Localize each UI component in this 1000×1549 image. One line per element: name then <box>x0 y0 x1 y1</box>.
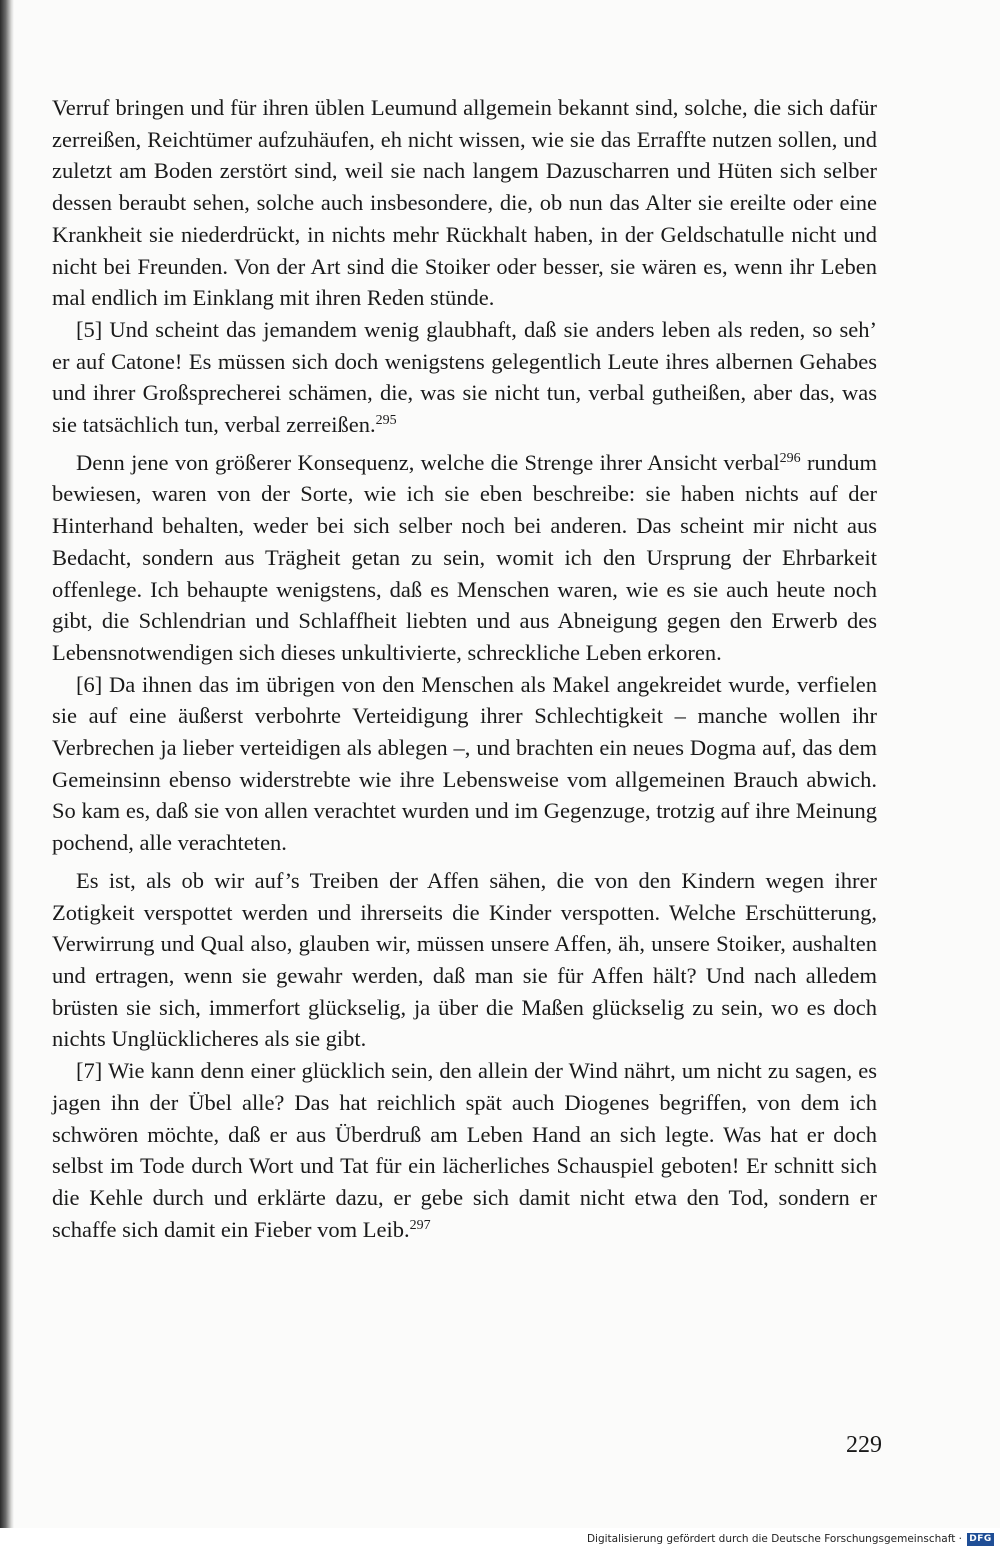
body-text <box>52 92 877 1245</box>
footer-credit: Digitalisierung gefördert durch die Deutsche Forschungsgemeinschaft · <box>586 1533 962 1545</box>
paragraph-1 <box>52 92 877 314</box>
dfg-logo-icon: DFG <box>967 1533 994 1546</box>
paragraph-2 <box>52 314 877 441</box>
paragraph-6 <box>52 1055 877 1245</box>
paragraph-6-text: [7] Wie kann denn einer glücklich sein, den allein der Wind nährt, um nicht zu sagen, es jagen ihn der Übel alle? Das hat reichlich spät auch Diogenes begriffen, von dem ich schwören möchte, daß er aus Überdruß am Leben Hand an sich legte. Was hat er doch selbst im Tode durch Wort und Tat für ein lächerliches Schauspiel geboten! Er schnitt sich die Kehle durch und erklärte dazu, er gebe sich damit nicht etwa den Tod, sondern er schaffe sich damit ein Fieber vom Leib. <box>52 1058 877 1242</box>
page-number: 229 <box>846 1432 882 1458</box>
paragraph-4 <box>52 669 877 859</box>
footnote-ref-295: 295 <box>375 413 397 429</box>
paragraph-3-text-a: Denn jene von größerer Konsequenz, welche die Strenge ihrer Ansicht verbal <box>76 449 780 475</box>
footnote-ref-297: 297 <box>409 1217 431 1233</box>
paragraph-3 <box>52 447 877 669</box>
paragraph-4-text: [6] Da ihnen das im übrigen von den Menschen als Makel angekreidet wurde, verfielen sie auf eine äußerst verbohrte Verteidigung ihrer Schlechtigkeit – manche wollen ihr Verbrechen ja lieber verteidigen als ablegen –, und brachten ein neues Dogma auf, das dem Gemeinsinn ebenso widerstrebte wie ihre Lebensweise vom allgemeinen Brauch abwich. So kam es, daß sie von allen verachtet wurden und im Gegenzuge, trotzig auf ihre Meinung pochend, alle verachteten. <box>52 671 877 856</box>
paragraph-2-text: [5] Und scheint das jemandem wenig glaubhaft, daß sie anders leben als reden, so seh’ er auf Catone! Es müssen sich doch wenigstens gelegentlich Leute ihres albernen Gehabes und ihrer Großsprecherei schämen, die, was sie nicht tun, verbal gutheißen, aber das, was sie tatsächlich tun, verbal zerreißen. <box>52 316 877 438</box>
paragraph-5 <box>52 865 877 1055</box>
paragraph-3-text-b: rundum bewiesen, waren von der Sorte, wie ich sie eben beschreibe: sie haben nichts auf der Hinterhand behalten, weder bei sich selber noch bei anderen. Das scheint mir nicht aus Bedacht, sondern aus Trägheit getan zu sein, womit ich den Ursprung der Ehrbarkeit offenlege. Ich behaupte wenigstens, daß es Menschen waren, wie es sie auch heute noch gibt, die Schlendrian und Schlaffheit liebten und aus Abneigung gegen den Erwerb des Lebensnotwendigen sich dieses unkultivierte, schreckliche Leben erkoren. <box>52 449 878 665</box>
paragraph-1-text: Verruf bringen und für ihren üblen Leumund allgemein bekannt sind, solche, die sich dafür zerreißen, Reichtümer aufzuhäufen, eh nicht wissen, wie sie das Erraffte nutzen sollen, und zuletzt am Boden zerstört sind, weil sie nach langem Dazuscharren und Hüten sich selber dessen beraubt sehen, solche auch insbesondere, die, ob nun das Alter sie ereilte oder eine Krankheit sie niederdrückt, in nichts mehr Rückhalt haben, in der Geldschatulle nicht und nicht bei Freunden. Von der Art sind die Stoiker oder besser, sie wären es, wenn ihr Leben mal endlich im Einklang mit ihren Reden stünde. <box>52 95 877 311</box>
book-spine-shadow <box>0 0 14 1549</box>
footnote-ref-296: 296 <box>779 450 801 466</box>
paragraph-5-text: Es ist, als ob wir auf’s Treiben der Affen sähen, die von den Kindern wegen ihrer Zotigkeit verspottet werden und ihrerseits die Kinder verspotten. Welche Erschütterung, Verwirrung und Qual also, glauben wir, müssen unsere Affen, äh, unsere Stoiker, aushalten und ertragen, wenn sie gewahr werden, daß man sie für Affen hält? Und nach alledem brüsten sie sich, immerfort glückselig, ja über die Maßen glückselig zu sein, wo es doch nichts Unglücklicheres als sie gibt. <box>52 867 877 1052</box>
